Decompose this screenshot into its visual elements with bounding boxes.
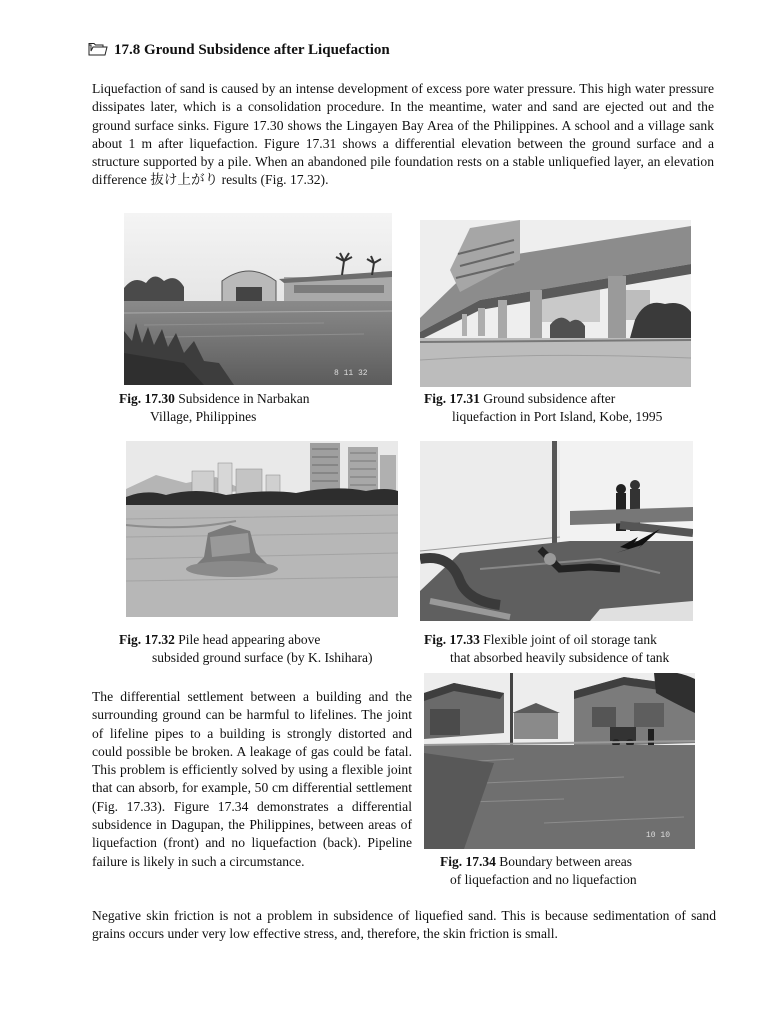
caption-line-2: Village, Philippines [150, 409, 257, 424]
caption-line-2: liquefaction in Port Island, Kobe, 1995 [452, 409, 663, 424]
photo-date-stamp: 8 11 32 [334, 369, 368, 378]
caption-line-1: Ground subsidence after [483, 391, 616, 406]
figure-label: Fig. 17.31 [424, 391, 480, 406]
closing-paragraph: Negative skin friction is not a problem in subsidence of liquefied sand. This is because sedimentation of sand grains occurs under very low effective stress, and, therefore, the skin friction is small. [92, 908, 716, 942]
figure-label: Fig. 17.32 [119, 632, 175, 647]
figure-17-31-photo [420, 220, 691, 387]
caption-line-2: that absorbed heavily subsidence of tank [450, 650, 670, 665]
figure-17-33-photo [420, 441, 693, 621]
section-heading [88, 42, 390, 61]
photo-date-stamp: 10 10 [646, 831, 671, 840]
caption-line-1: Flexible joint of oil storage tank [483, 632, 657, 647]
section-title: Ground Subsidence after Liquefaction [144, 42, 390, 58]
figure-17-32-caption [119, 631, 372, 667]
figure-17-30-caption [119, 390, 309, 426]
figure-17-32-photo [126, 441, 398, 617]
figure-label: Fig. 17.33 [424, 632, 480, 647]
figure-17-33-caption [424, 631, 669, 667]
caption-line-1: Pile head appearing above [178, 632, 321, 647]
section-number: 17.8 [114, 42, 141, 58]
figure-17-31-caption [424, 390, 662, 426]
figure-label: Fig. 17.34 [440, 854, 496, 869]
caption-line-1: Subsidence in Narbakan [178, 391, 310, 406]
figure-17-30-photo [124, 213, 392, 385]
caption-line-1: Boundary between areas [499, 854, 632, 869]
figure-17-34-caption [440, 853, 637, 889]
caption-line-2: of liquefaction and no liquefaction [450, 872, 637, 887]
folder-icon [88, 42, 108, 61]
intro-paragraph: Liquefaction of sand is caused by an intense development of excess pore water pressure. This high water pressure dissipates later, which is a consolidation procedure. In the meantime, water and sand are ejected out and the ground surface sinks. Figure 17.30 shows the Lingayen Bay Area of the Philippines. A school and a village sank about 1 m after liquefaction. Figure 17.31 shows a differential elevation between the ground surface and a structure supported by a pile. When an abandoned pile foundation rests on a stable unliquefied layer, an elevation difference 抜け上がり results (Fig. 17.32). [92, 81, 714, 188]
lifeline-paragraph: The differential settlement between a building and the surrounding ground can be harmful to lifelines. The joint of lifeline pipes to a building is strongly distorted and could possible be broken. A leakage of gas could be fatal. This problem is efficiently solved by using a flexible joint that can absorb, for example, 50 cm differential settlement (Fig. 17.33). Figure 17.34 demonstrates a differential subsidence in Dagupan, the Philippines, between areas of liquefaction (front) and no liquefaction (back). Pipeline failure is likely in such a circumstance. [92, 689, 412, 869]
figure-17-34-photo [424, 673, 695, 849]
figure-label: Fig. 17.30 [119, 391, 175, 406]
caption-line-2: subsided ground surface (by K. Ishihara) [152, 650, 373, 665]
